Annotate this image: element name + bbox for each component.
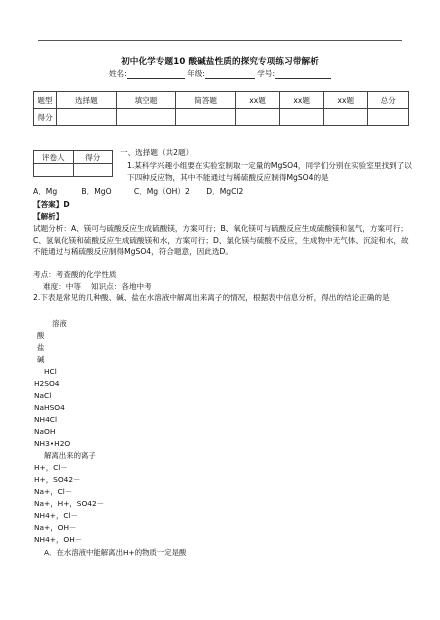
question-1-text: 1.某科学兴趣小组要在实验室制取一定量的MgSO4，同学们分别在实验室里找到了以下四种反应物，其中不能通过与稀硫酸反应制得MgSO4的是 bbox=[127, 161, 412, 182]
table-line: NaHSO4 bbox=[34, 403, 65, 412]
reviewer-score-label: 得分 bbox=[73, 151, 113, 164]
table-line: 酸 bbox=[37, 331, 45, 340]
id-blank[interactable] bbox=[275, 69, 331, 79]
table-line: H2SO4 bbox=[34, 379, 60, 388]
answer-line: 【答案】D bbox=[33, 200, 70, 209]
question-2-text: 2.下表是常见的几种酸、碱、盐在水溶液中解离出来离子的情况，根据表中信息分析，得出的结论正确的是 bbox=[33, 293, 390, 302]
option-d[interactable]: D．MgCl2 bbox=[206, 187, 244, 196]
student-info-line bbox=[0, 68, 440, 79]
reviewer-label: 评卷人 bbox=[34, 151, 74, 164]
name-label: 姓名: bbox=[108, 69, 127, 78]
score-cell: xx题 bbox=[280, 92, 324, 109]
score-entry[interactable] bbox=[280, 109, 324, 126]
section-title: 一、选择题（共2题） bbox=[120, 148, 194, 157]
option-b[interactable]: B．MgO bbox=[81, 187, 112, 196]
table-line: Na+，Cl－ bbox=[34, 487, 73, 496]
score-entry[interactable] bbox=[57, 109, 117, 126]
option-a[interactable]: A．Mg bbox=[33, 187, 58, 196]
table-line: Na+，OH－ bbox=[34, 523, 77, 532]
option-c[interactable]: C．Mg（OH）2 bbox=[133, 187, 190, 196]
table-line: NH4Cl bbox=[34, 415, 58, 424]
score-cell: xx题 bbox=[324, 92, 368, 109]
knowledge-point: 考点：考查酸的化学性质 bbox=[33, 270, 117, 279]
score-table bbox=[33, 91, 409, 126]
table-line: Na+，H+，SO42－ bbox=[34, 499, 105, 508]
grade-label: 年级: bbox=[187, 69, 205, 78]
score-cell: 题型 bbox=[34, 92, 57, 109]
score-cell: 填空题 bbox=[116, 92, 176, 109]
score-cell: 总分 bbox=[368, 92, 409, 109]
table-line: H+，Cl－ bbox=[34, 463, 68, 472]
score-cell: xx题 bbox=[235, 92, 279, 109]
score-entry[interactable] bbox=[235, 109, 279, 126]
table-line: H+，SO42－ bbox=[34, 475, 81, 484]
id-label: 学号: bbox=[257, 69, 276, 78]
analysis-label: 【解析】 bbox=[33, 212, 64, 221]
score-entry[interactable] bbox=[368, 109, 409, 126]
score-row-label: 得分 bbox=[34, 109, 57, 126]
reviewer-score-entry[interactable] bbox=[73, 164, 113, 177]
table-line: 盐 bbox=[37, 343, 45, 352]
difficulty-line: 难度：中等 知识点：各地中考 bbox=[43, 282, 152, 291]
question-1-options bbox=[33, 186, 411, 198]
option-line[interactable]: A．在水溶液中能解离出H+的物质一定是酸 bbox=[44, 548, 187, 557]
score-header-row bbox=[34, 92, 409, 109]
page-title: 初中化学专题10 酸碱盐性质的探究专项练习带解析 bbox=[121, 57, 319, 67]
table-line: 碱 bbox=[37, 355, 45, 364]
table-line: 解离出来的离子 bbox=[44, 451, 96, 460]
table-line: NaOH bbox=[34, 427, 56, 436]
grade-blank[interactable] bbox=[205, 69, 255, 79]
table-line: NH3•H2O bbox=[34, 439, 71, 448]
table-line: NH4+，OH－ bbox=[34, 535, 83, 544]
score-entry[interactable] bbox=[116, 109, 176, 126]
table-line: NH4+，Cl－ bbox=[34, 511, 78, 520]
header-rule bbox=[38, 40, 402, 41]
score-entry[interactable] bbox=[176, 109, 236, 126]
name-blank[interactable] bbox=[127, 69, 185, 79]
score-cell: 简答题 bbox=[176, 92, 236, 109]
table-line: HCl bbox=[44, 367, 57, 376]
reviewer-table bbox=[33, 150, 113, 177]
score-entry[interactable] bbox=[324, 109, 368, 126]
score-cell: 选择题 bbox=[57, 92, 117, 109]
score-value-row bbox=[34, 109, 409, 126]
reviewer-entry[interactable] bbox=[34, 164, 74, 177]
table-line: NaCl bbox=[34, 391, 52, 400]
analysis-text: 试题分析：A、镁可与硫酸反应生成硫酸镁，方案可行；B、氧化镁可与硫酸反应生成硫酸镁和氢气，方案可行；C、氢氧化镁和硫酸反应生成硫酸镁和水，方案可行；D、氯化镁与硫酸不反应，生成物中无气体、沉淀和水，故不能通过与稀硫酸反应制得MgSO4，符合题意，因此选D。 bbox=[33, 224, 409, 256]
table-line: 溶液 bbox=[52, 319, 67, 328]
